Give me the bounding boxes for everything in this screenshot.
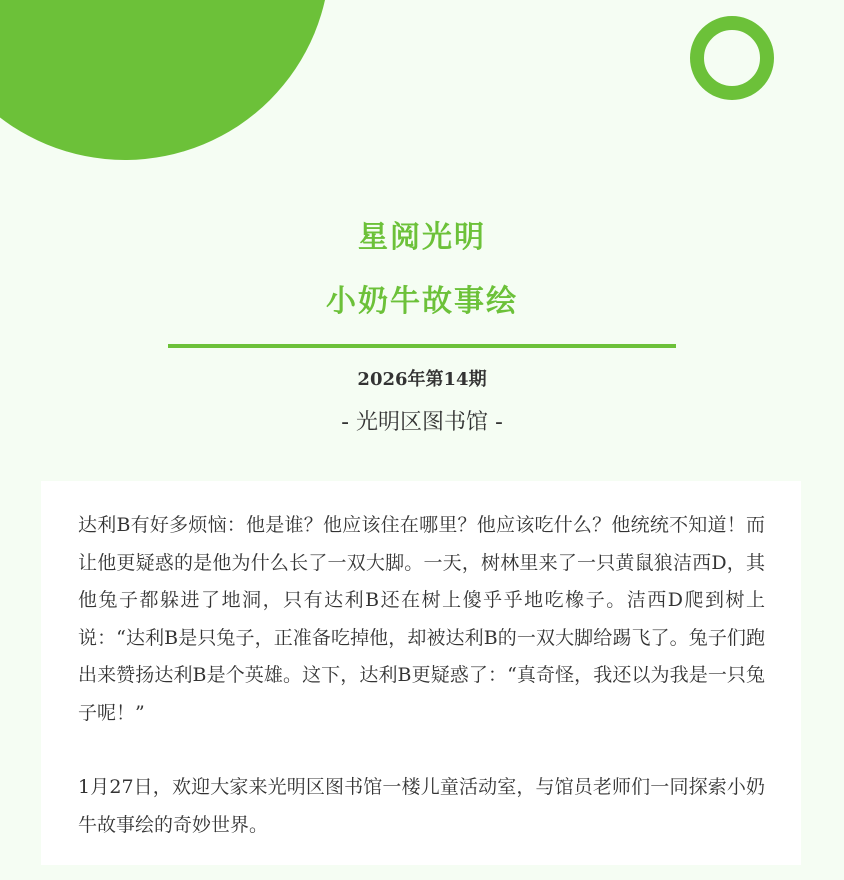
- title-divider: [168, 344, 676, 348]
- library-label: - 光明区图书馆 -: [341, 410, 503, 435]
- header: [0, 218, 844, 438]
- page-title-line2: 小奶牛故事绘: [326, 284, 518, 319]
- decorative-ring: [690, 16, 774, 100]
- page-title-line1: 星阅光明: [358, 220, 486, 255]
- content-card: [41, 481, 801, 865]
- decorative-circle: [0, 0, 330, 160]
- event-paragraph: 1月27日，欢迎大家来光明区图书馆一楼儿童活动室，与馆员老师们一同探索小奶牛故事绘的奇妙世界。: [78, 776, 765, 836]
- story-paragraph: 达利B有好多烦恼：他是谁？他应该住在哪里？他应该吃什么？他统统不知道！而让他更疑惑的是他为什么长了一双大脚。一天，树林里来了一只黄鼠狼洁西D，其他兔子都躲进了地洞，只有达利B还在树上傻乎乎地吃橡子。洁西D爬到树上说：“达利B是只兔子，正准备吃掉他，却被达利B的一双大脚给踢飞了。兔子们跑出来赞扬达利B是个英雄。这下，达利B更疑惑了：“真奇怪，我还以为我是一只兔子呢！”: [78, 514, 765, 724]
- issue-label: 2026年第14期: [357, 369, 487, 390]
